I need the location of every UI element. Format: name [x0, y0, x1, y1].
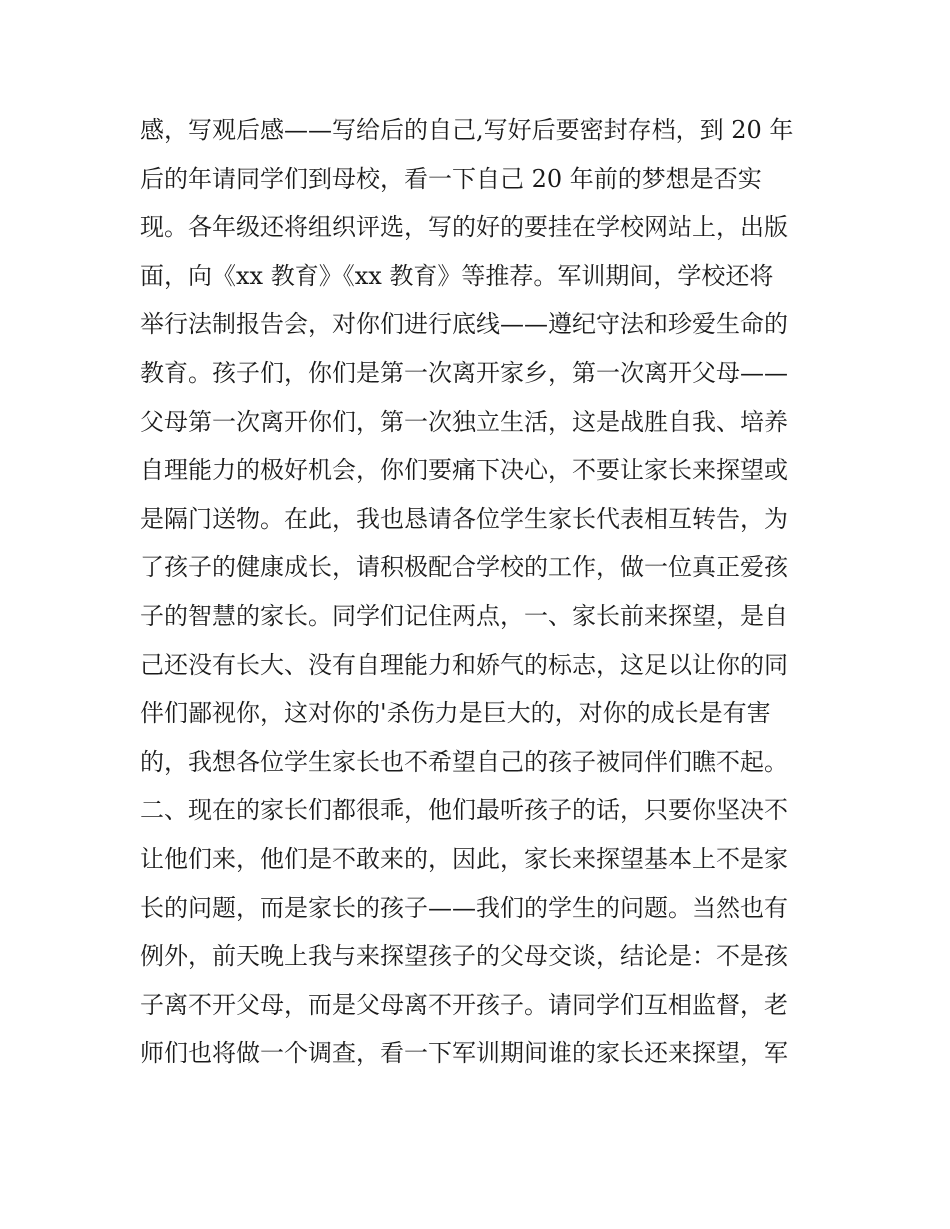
- text-line: 师们也将做一个调查，看一下军训期间谁的家长还来探望，军: [140, 1039, 788, 1068]
- text-line: 举行法制报告会，对你们进行底线——遵纪守法和珍爱生命的: [140, 310, 788, 339]
- text-line: 教育。孩子们，你们是第一次离开家乡，第一次离开父母——: [140, 358, 788, 387]
- text-line: 长的问题，而是家长的孩子——我们的学生的问题。当然也有: [140, 893, 788, 922]
- text-line: 子离不开父母，而是父母离不开孩子。请同学们互相监督，老: [140, 990, 788, 1019]
- text-line: 例外，前天晚上我与来探望孩子的父母交谈，结论是：不是孩: [140, 942, 788, 971]
- text-line: 后的年请同学们到母校，看一下自己 20 年前的梦想是否实: [140, 164, 762, 193]
- text-line: 感，写观后感——写给后的自己,写好后要密封存档，到 20 年: [140, 116, 794, 144]
- text-line: 的，我想各位学生家长也不希望自己的孩子被同伴们瞧不起。: [140, 747, 788, 776]
- body-paragraph: [140, 106, 820, 1078]
- text-line: 二、现在的家长们都很乖，他们最听孩子的话，只要你坚决不: [140, 796, 788, 825]
- text-line: 了孩子的健康成长，请积极配合学校的工作，做一位真正爱孩: [140, 553, 788, 582]
- text-line: 己还没有长大、没有自理能力和娇气的标志，这足以让你的同: [140, 650, 788, 679]
- text-line: 子的智慧的家长。同学们记住两点，一、家长前来探望，是自: [140, 601, 788, 630]
- text-line: 是隔门送物。在此，我也恳请各位学生家长代表相互转告，为: [140, 504, 788, 533]
- text-line: 伴们鄙视你，这对你的'杀伤力是巨大的，对你的成长是有害: [140, 699, 771, 728]
- text-line: 自理能力的极好机会，你们要痛下决心，不要让家长来探望或: [140, 456, 788, 485]
- text-line: 面，向《xx 教育》《xx 教育》等推荐。军训期间，学校还将: [140, 261, 774, 290]
- text-line: 让他们来，他们是不敢来的，因此，家长来探望基本上不是家: [140, 844, 788, 873]
- text-line: 父母第一次离开你们，第一次独立生活，这是战胜自我、培养: [140, 407, 788, 436]
- text-line: 现。各年级还将组织评选，写的好的要挂在学校网站上，出版: [140, 213, 788, 242]
